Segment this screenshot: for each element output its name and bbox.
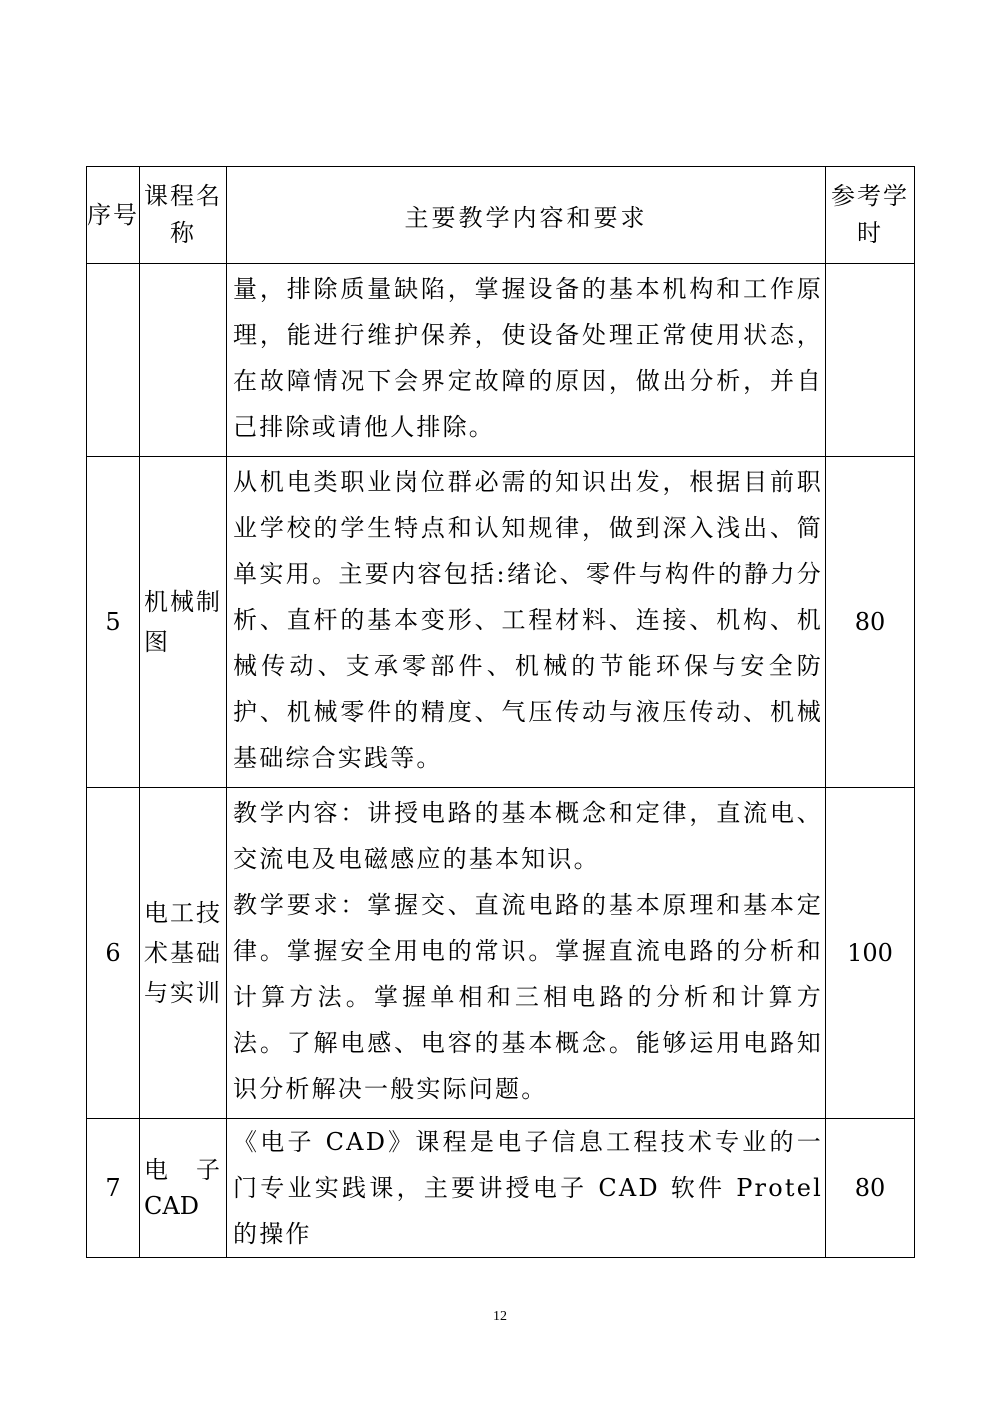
row-no: 6 xyxy=(87,788,140,1119)
course-name-text: 机械制图 xyxy=(144,588,222,656)
table-row xyxy=(87,788,915,1119)
table-row xyxy=(87,264,915,457)
row-content-text: 《电子 CAD》课程是电子信息工程技术专业的一门专业实践课，主要讲授电子 CAD 软件 Protel 的操作 xyxy=(233,1128,823,1248)
row-hours: 80 xyxy=(826,457,915,788)
row-content xyxy=(227,457,826,788)
header-no: 序号 xyxy=(87,167,140,264)
row-no: 5 xyxy=(87,457,140,788)
header-content: 主要教学内容和要求 xyxy=(227,167,826,264)
course-name-part: 电 xyxy=(144,1156,168,1184)
course-name-text xyxy=(140,1152,226,1224)
header-course-name: 课程名称 xyxy=(140,167,227,264)
row-content-text: 从机电类职业岗位群必需的知识出发，根据目前职业学校的学生特点和认知规律，做到深入浅出、简单实用。主要内容包括:绪论、零件与构件的静力分析、直杆的基本变形、工程材料、连接、机构、机械传动、支承零部件、机械的节能环保与安全防护、机械零件的精度、气压传动与液压传动、机械基础综合实践等。 xyxy=(233,468,823,772)
table-row xyxy=(87,1119,915,1258)
row-course-name xyxy=(140,788,227,1119)
row-content-text: 量，排除质量缺陷，掌握设备的基本机构和工作原理，能进行维护保养，使设备处理正常使用状态，在故障情况下会界定故障的原因，做出分析，并自己排除或请他人排除。 xyxy=(233,275,823,441)
page-number: 12 xyxy=(493,1309,507,1324)
row-content xyxy=(227,1119,826,1258)
row-no: 7 xyxy=(87,1119,140,1258)
row-hours xyxy=(826,264,915,457)
row-no xyxy=(87,264,140,457)
course-name-part: 子 xyxy=(196,1156,220,1184)
table-row xyxy=(87,457,915,788)
course-name-text: 电工技术基础与实训 xyxy=(144,899,222,1007)
row-content-text: 教学要求：掌握交、直流电路的基本原理和基本定律。掌握安全用电的常识。掌握直流电路的分析和计算方法。掌握单相和三相电路的分析和计算方法。了解电感、电容的基本概念。能够运用电路知识分析解决一般实际问题。 xyxy=(233,891,823,1103)
table-header-row xyxy=(87,167,915,264)
row-hours: 100 xyxy=(826,788,915,1119)
row-course-name xyxy=(140,457,227,788)
row-content xyxy=(227,264,826,457)
course-name-part: CAD xyxy=(144,1192,199,1220)
row-hours: 80 xyxy=(826,1119,915,1258)
row-course-name xyxy=(140,1119,227,1258)
row-course-name xyxy=(140,264,227,457)
header-hours: 参考学时 xyxy=(826,167,915,264)
course-table xyxy=(86,166,915,1258)
row-content xyxy=(227,788,826,1119)
row-content-text: 教学内容：讲授电路的基本概念和定律，直流电、交流电及电磁感应的基本知识。 xyxy=(233,799,823,873)
